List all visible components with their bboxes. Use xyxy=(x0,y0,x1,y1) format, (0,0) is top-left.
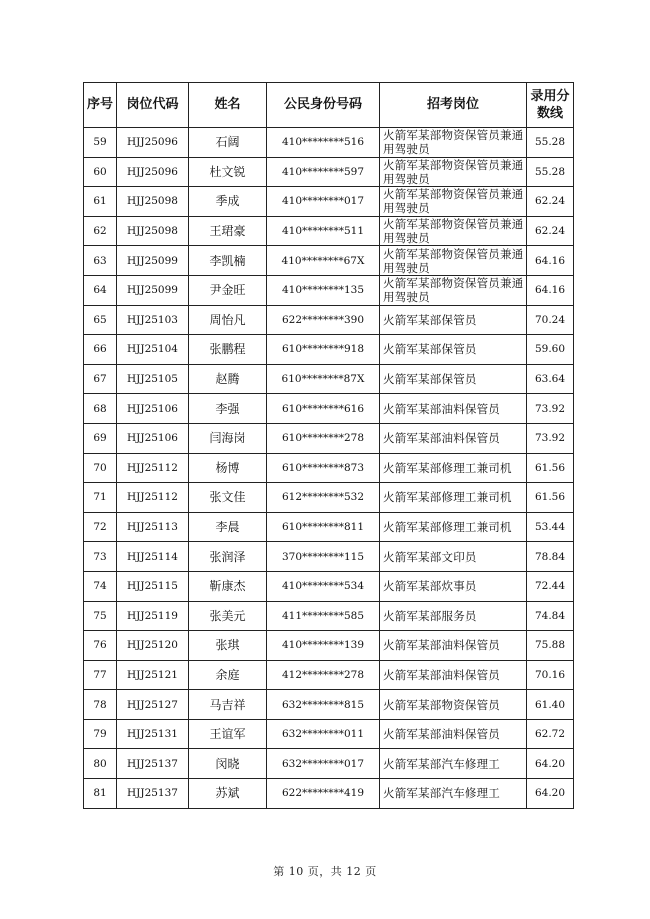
table-row xyxy=(84,305,574,335)
cell-name: 李晨 xyxy=(189,512,267,542)
cell-code: HJJ25127 xyxy=(117,690,189,720)
cell-id-number: 610********873 xyxy=(267,453,380,483)
cell-index: 59 xyxy=(84,128,117,158)
cell-score: 59.60 xyxy=(527,335,574,365)
cell-score: 53.44 xyxy=(527,512,574,542)
cell-score: 63.64 xyxy=(527,364,574,394)
cell-name: 杜文锐 xyxy=(189,157,267,187)
cell-position: 火箭军某部物资保管员兼通用驾驶员 xyxy=(380,246,527,276)
cell-index: 71 xyxy=(84,483,117,513)
table-row xyxy=(84,275,574,305)
cell-index: 64 xyxy=(84,275,117,305)
cell-id-number: 622********419 xyxy=(267,779,380,809)
cell-score: 64.20 xyxy=(527,779,574,809)
cell-name: 李强 xyxy=(189,394,267,424)
cell-position: 火箭军某部保管员 xyxy=(380,305,527,335)
cell-code: HJJ25105 xyxy=(117,364,189,394)
table-row xyxy=(84,423,574,453)
cell-code: HJJ25119 xyxy=(117,601,189,631)
cell-name: 马吉祥 xyxy=(189,690,267,720)
cell-index: 66 xyxy=(84,335,117,365)
cell-code: HJJ25137 xyxy=(117,749,189,779)
cell-code: HJJ25104 xyxy=(117,335,189,365)
cell-code: HJJ25131 xyxy=(117,719,189,749)
cell-name: 周怡凡 xyxy=(189,305,267,335)
cell-code: HJJ25106 xyxy=(117,423,189,453)
results-table-container xyxy=(83,82,573,809)
cell-score: 62.24 xyxy=(527,216,574,246)
cell-position: 火箭军某部汽车修理工 xyxy=(380,779,527,809)
cell-score: 61.40 xyxy=(527,690,574,720)
cell-score: 62.72 xyxy=(527,719,574,749)
header-score: 录用分数线 xyxy=(527,83,574,128)
cell-score: 70.24 xyxy=(527,305,574,335)
cell-code: HJJ25120 xyxy=(117,631,189,661)
cell-id-number: 410********139 xyxy=(267,631,380,661)
cell-code: HJJ25106 xyxy=(117,394,189,424)
cell-position: 火箭军某部油料保管员 xyxy=(380,719,527,749)
header-index: 序号 xyxy=(84,83,117,128)
cell-code: HJJ25137 xyxy=(117,779,189,809)
cell-code: HJJ25121 xyxy=(117,660,189,690)
cell-name: 张鹏程 xyxy=(189,335,267,365)
cell-index: 79 xyxy=(84,719,117,749)
cell-name: 张润泽 xyxy=(189,542,267,572)
cell-code: HJJ25103 xyxy=(117,305,189,335)
cell-code: HJJ25112 xyxy=(117,453,189,483)
cell-position: 火箭军某部汽车修理工 xyxy=(380,749,527,779)
cell-index: 74 xyxy=(84,571,117,601)
cell-id-number: 610********811 xyxy=(267,512,380,542)
table-row xyxy=(84,128,574,158)
cell-id-number: 632********017 xyxy=(267,749,380,779)
cell-score: 74.84 xyxy=(527,601,574,631)
table-row xyxy=(84,216,574,246)
cell-position: 火箭军某部油料保管员 xyxy=(380,394,527,424)
cell-code: HJJ25098 xyxy=(117,216,189,246)
cell-name: 赵腾 xyxy=(189,364,267,394)
cell-name: 尹金旺 xyxy=(189,275,267,305)
cell-index: 81 xyxy=(84,779,117,809)
cell-score: 73.92 xyxy=(527,394,574,424)
cell-position: 火箭军某部修理工兼司机 xyxy=(380,453,527,483)
header-name: 姓名 xyxy=(189,83,267,128)
cell-index: 61 xyxy=(84,187,117,217)
cell-position: 火箭军某部油料保管员 xyxy=(380,631,527,661)
page-footer: 第 10 页，共 12 页 xyxy=(273,865,377,878)
cell-position: 火箭军某部文印员 xyxy=(380,542,527,572)
cell-id-number: 410********135 xyxy=(267,275,380,305)
table-row xyxy=(84,779,574,809)
cell-index: 62 xyxy=(84,216,117,246)
cell-name: 王珺豪 xyxy=(189,216,267,246)
cell-code: HJJ25096 xyxy=(117,128,189,158)
cell-position: 火箭军某部服务员 xyxy=(380,601,527,631)
cell-id-number: 410********597 xyxy=(267,157,380,187)
cell-id-number: 610********616 xyxy=(267,394,380,424)
cell-score: 78.84 xyxy=(527,542,574,572)
table-row xyxy=(84,660,574,690)
cell-id-number: 410********017 xyxy=(267,187,380,217)
table-row xyxy=(84,453,574,483)
cell-name: 李凯楠 xyxy=(189,246,267,276)
cell-code: HJJ25096 xyxy=(117,157,189,187)
table-row xyxy=(84,601,574,631)
cell-code: HJJ25099 xyxy=(117,275,189,305)
table-row xyxy=(84,364,574,394)
cell-id-number: 410********511 xyxy=(267,216,380,246)
cell-index: 76 xyxy=(84,631,117,661)
cell-position: 火箭军某部物资保管员兼通用驾驶员 xyxy=(380,157,527,187)
cell-index: 75 xyxy=(84,601,117,631)
cell-score: 73.92 xyxy=(527,423,574,453)
cell-id-number: 410********516 xyxy=(267,128,380,158)
cell-id-number: 612********532 xyxy=(267,483,380,513)
cell-code: HJJ25098 xyxy=(117,187,189,217)
cell-index: 70 xyxy=(84,453,117,483)
cell-position: 火箭军某部油料保管员 xyxy=(380,423,527,453)
cell-position: 火箭军某部油料保管员 xyxy=(380,660,527,690)
cell-index: 77 xyxy=(84,660,117,690)
table-row xyxy=(84,631,574,661)
table-row xyxy=(84,187,574,217)
table-row xyxy=(84,157,574,187)
cell-position: 火箭军某部修理工兼司机 xyxy=(380,512,527,542)
cell-position: 火箭军某部物资保管员 xyxy=(380,690,527,720)
table-row xyxy=(84,571,574,601)
cell-score: 64.16 xyxy=(527,275,574,305)
cell-name: 苏斌 xyxy=(189,779,267,809)
cell-id-number: 632********815 xyxy=(267,690,380,720)
cell-index: 73 xyxy=(84,542,117,572)
cell-code: HJJ25113 xyxy=(117,512,189,542)
cell-code: HJJ25099 xyxy=(117,246,189,276)
cell-name: 闵晓 xyxy=(189,749,267,779)
table-row xyxy=(84,394,574,424)
cell-position: 火箭军某部物资保管员兼通用驾驶员 xyxy=(380,216,527,246)
cell-index: 78 xyxy=(84,690,117,720)
cell-id-number: 610********918 xyxy=(267,335,380,365)
cell-index: 63 xyxy=(84,246,117,276)
cell-name: 靳康杰 xyxy=(189,571,267,601)
cell-index: 65 xyxy=(84,305,117,335)
cell-index: 60 xyxy=(84,157,117,187)
cell-name: 张美元 xyxy=(189,601,267,631)
table-row xyxy=(84,749,574,779)
cell-id-number: 370********115 xyxy=(267,542,380,572)
cell-name: 余庭 xyxy=(189,660,267,690)
cell-name: 闫海岗 xyxy=(189,423,267,453)
cell-score: 70.16 xyxy=(527,660,574,690)
cell-position: 火箭军某部物资保管员兼通用驾驶员 xyxy=(380,275,527,305)
cell-position: 火箭军某部物资保管员兼通用驾驶员 xyxy=(380,187,527,217)
cell-score: 64.16 xyxy=(527,246,574,276)
cell-position: 火箭军某部物资保管员兼通用驾驶员 xyxy=(380,128,527,158)
cell-score: 75.88 xyxy=(527,631,574,661)
cell-score: 55.28 xyxy=(527,128,574,158)
cell-index: 68 xyxy=(84,394,117,424)
results-table xyxy=(83,82,574,809)
cell-id-number: 412********278 xyxy=(267,660,380,690)
cell-id-number: 411********585 xyxy=(267,601,380,631)
cell-code: HJJ25114 xyxy=(117,542,189,572)
cell-score: 61.56 xyxy=(527,483,574,513)
cell-score: 62.24 xyxy=(527,187,574,217)
table-row xyxy=(84,246,574,276)
cell-code: HJJ25112 xyxy=(117,483,189,513)
cell-score: 61.56 xyxy=(527,453,574,483)
cell-position: 火箭军某部修理工兼司机 xyxy=(380,483,527,513)
table-body xyxy=(84,128,574,809)
cell-index: 67 xyxy=(84,364,117,394)
cell-score: 72.44 xyxy=(527,571,574,601)
cell-name: 杨博 xyxy=(189,453,267,483)
cell-id-number: 410********534 xyxy=(267,571,380,601)
cell-name: 石阔 xyxy=(189,128,267,158)
cell-id-number: 410********67X xyxy=(267,246,380,276)
cell-name: 张琪 xyxy=(189,631,267,661)
cell-index: 80 xyxy=(84,749,117,779)
cell-position: 火箭军某部炊事员 xyxy=(380,571,527,601)
cell-score: 64.20 xyxy=(527,749,574,779)
header-position: 招考岗位 xyxy=(380,83,527,128)
header-id-number: 公民身份号码 xyxy=(267,83,380,128)
cell-name: 王谊军 xyxy=(189,719,267,749)
table-row xyxy=(84,512,574,542)
cell-index: 72 xyxy=(84,512,117,542)
cell-name: 张文佳 xyxy=(189,483,267,513)
cell-id-number: 610********87X xyxy=(267,364,380,394)
cell-id-number: 632********011 xyxy=(267,719,380,749)
table-row xyxy=(84,335,574,365)
table-row xyxy=(84,483,574,513)
cell-id-number: 610********278 xyxy=(267,423,380,453)
header-code: 岗位代码 xyxy=(117,83,189,128)
cell-code: HJJ25115 xyxy=(117,571,189,601)
table-row xyxy=(84,542,574,572)
cell-position: 火箭军某部保管员 xyxy=(380,335,527,365)
cell-id-number: 622********390 xyxy=(267,305,380,335)
cell-name: 季成 xyxy=(189,187,267,217)
table-row xyxy=(84,690,574,720)
table-row xyxy=(84,719,574,749)
cell-index: 69 xyxy=(84,423,117,453)
cell-score: 55.28 xyxy=(527,157,574,187)
cell-position: 火箭军某部保管员 xyxy=(380,364,527,394)
table-header-row xyxy=(84,83,574,128)
